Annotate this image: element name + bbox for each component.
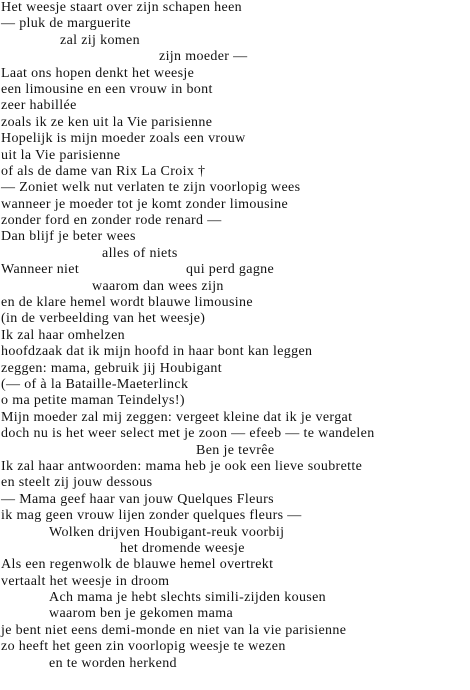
poem-line-text: Wolken drijven Houbigant-reuk voorbij xyxy=(49,524,285,540)
poem-line-text: Dan blijf je beter wees xyxy=(1,229,136,245)
poem-line xyxy=(0,639,470,655)
poem-line-text: zijn moeder — xyxy=(159,49,248,65)
poem-line-text: en de klare hemel wordt blauwe limousine xyxy=(1,295,253,311)
poem-line xyxy=(0,557,470,573)
poem-line xyxy=(0,328,470,344)
poem-line-text: of als de dame van Rix La Croix † xyxy=(1,163,206,179)
poem-line xyxy=(0,623,470,639)
poem-line xyxy=(0,148,470,164)
poem-line-text: (— of à la Bataille-Maeterlinck xyxy=(1,376,189,392)
poem-line-text: Het weesje staart over zijn schapen heen xyxy=(1,0,243,15)
poem-line xyxy=(0,443,470,459)
poem-line-text: Ik zal haar omhelzen xyxy=(1,327,125,343)
poem-line-text: waarom dan wees zijn xyxy=(92,278,224,294)
poem-line xyxy=(0,180,470,196)
poem-line xyxy=(0,492,470,508)
poem-line-text: — Zoniet welk nut verlaten te zijn voorlopig wees xyxy=(1,180,301,196)
poem-line-text: doch nu is het weer select met je zoon — efeeb — te wandelen xyxy=(1,426,375,442)
poem-line xyxy=(0,33,470,49)
poem-line xyxy=(0,295,470,311)
poem-line-text: — Mama geef haar van jouw Quelques Fleurs xyxy=(1,491,274,507)
poem-line-text: Ben je tevrêe xyxy=(196,442,275,458)
poem-line xyxy=(0,164,470,180)
poem-line-text: je bent niet eens demi-monde en niet van la vie parisienne xyxy=(1,622,347,638)
poem-line-text: uit la Vie parisienne xyxy=(1,147,121,163)
poem-line xyxy=(0,410,470,426)
poem-line xyxy=(0,361,470,377)
poem-line xyxy=(0,16,470,32)
poem-line-text: Hopelijk is mijn moeder zoals een vrouw xyxy=(1,131,246,147)
poem-line-text: — pluk de marguerite xyxy=(1,16,131,32)
poem-line xyxy=(0,590,470,606)
poem-line xyxy=(0,262,470,278)
poem-line xyxy=(0,574,470,590)
poem-line xyxy=(0,377,470,393)
poem-line-text: vertaalt het weesje in droom xyxy=(1,573,170,589)
poem-line-text: Laat ons hopen denkt het weesje xyxy=(1,65,195,81)
poem-line xyxy=(0,213,470,229)
poem-line-text: (in de verbeelding van het weesje) xyxy=(1,311,206,327)
poem-line xyxy=(0,98,470,114)
poem-line-text: Ach mama je hebt slechts simili-zijden kousen xyxy=(49,590,327,606)
poem-line xyxy=(0,279,470,295)
poem-line xyxy=(0,393,470,409)
poem-line-text: zonder ford en zonder rode renard — xyxy=(1,213,222,229)
poem-line-text: een limousine en een vrouw in bont xyxy=(1,81,213,97)
poem-line xyxy=(0,82,470,98)
poem-line xyxy=(0,66,470,82)
poem-line-text: Wanneer niet xyxy=(1,262,80,278)
poem-line xyxy=(0,0,470,16)
poem-line xyxy=(0,541,470,557)
poem-line xyxy=(0,606,470,622)
poem-line xyxy=(0,525,470,541)
poem-line-text: Als een regenwolk de blauwe hemel overtrekt xyxy=(1,557,274,573)
poem-line xyxy=(0,49,470,65)
poem-line xyxy=(0,426,470,442)
poem-line-aside: qui perd gagne xyxy=(186,262,275,278)
poem-line-text: zeer habillée xyxy=(1,98,77,114)
poem-line xyxy=(0,475,470,491)
poem-line xyxy=(0,246,470,262)
poem-line-text: en te worden herkend xyxy=(49,655,177,671)
poem-line-text: zal zij komen xyxy=(60,32,140,48)
poem-line-text: waarom ben je gekomen mama xyxy=(49,606,234,622)
poem-line-text: Ik zal haar antwoorden: mama heb je ook een lieve soubrette xyxy=(1,458,363,474)
poem-line xyxy=(0,459,470,475)
poem-line xyxy=(0,229,470,245)
poem-line-text: Mijn moeder zal mij zeggen: vergeet kleine dat ik je vergat xyxy=(1,409,353,425)
poem-line-text: zoals ik ze ken uit la Vie parisienne xyxy=(1,114,213,130)
poem-line-text: en steelt zij jouw dessous xyxy=(1,475,153,491)
poem-line-text: wanneer je moeder tot je komt zonder limousine xyxy=(1,196,289,212)
poem-line-text: alles of niets xyxy=(102,245,178,261)
poem-line xyxy=(0,656,470,672)
poem-line-text: ik mag geen vrouw lijen zonder quelques fleurs — xyxy=(1,508,302,524)
poem-line-text: zeggen: mama, gebruik jij Houbigant xyxy=(1,360,223,376)
poem-line-text: hoofdzaak dat ik mijn hoofd in haar bont kan leggen xyxy=(1,344,313,360)
poem-line-text: zo heeft het geen zin voorlopig weesje te wezen xyxy=(1,639,286,655)
poem-line xyxy=(0,197,470,213)
poem-line xyxy=(0,311,470,327)
poem-line xyxy=(0,344,470,360)
poem-line-text: het dromende weesje xyxy=(120,540,245,556)
poem-line xyxy=(0,115,470,131)
poem-line xyxy=(0,508,470,524)
poem-line-text: o ma petite maman Teindelys!) xyxy=(1,393,185,409)
poem-line xyxy=(0,131,470,147)
